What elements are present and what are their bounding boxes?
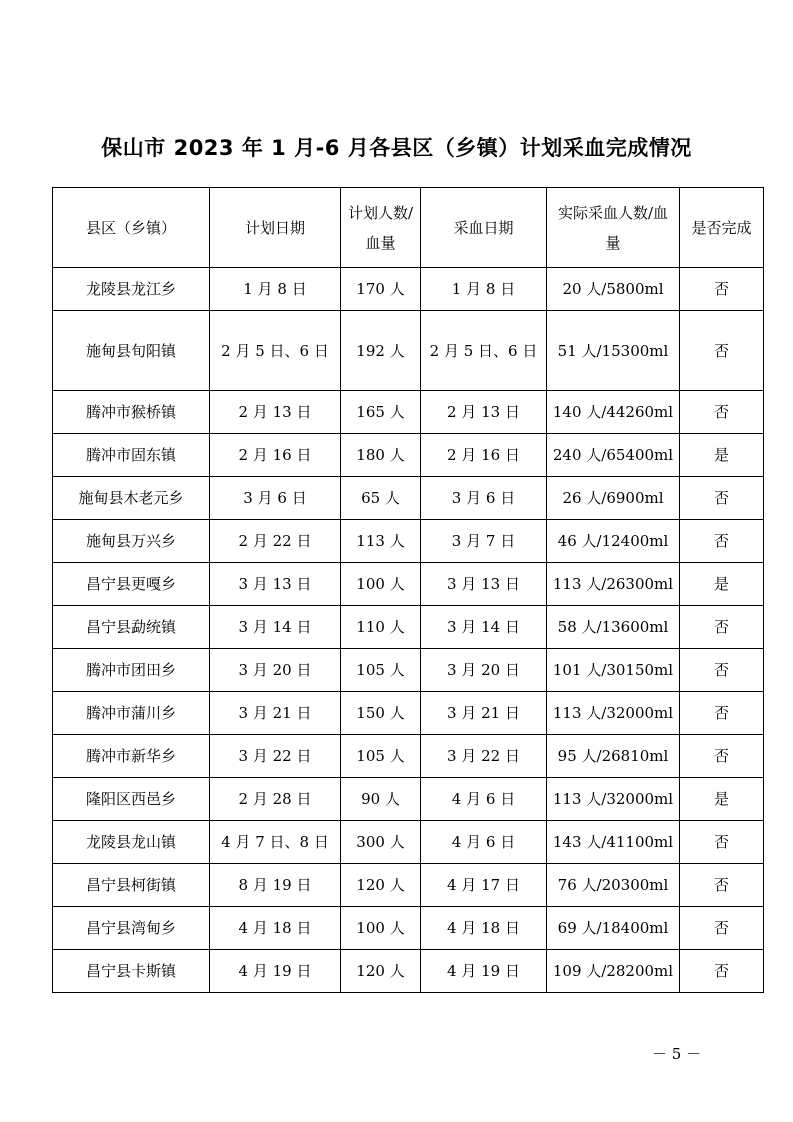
cell-collect-date: 2 月 13 日 <box>421 391 547 434</box>
cell-region: 昌宁县勐统镇 <box>53 606 210 649</box>
table-row <box>53 520 764 563</box>
cell-actual-count: 20 人/5800ml <box>547 268 680 311</box>
cell-completed: 是 <box>680 778 764 821</box>
table-row <box>53 391 764 434</box>
cell-plan-count: 192 人 <box>341 311 421 391</box>
cell-actual-count: 58 人/13600ml <box>547 606 680 649</box>
table-row <box>53 692 764 735</box>
cell-region: 昌宁县柯街镇 <box>53 864 210 907</box>
cell-plan-date: 4 月 18 日 <box>210 907 341 950</box>
cell-completed: 否 <box>680 649 764 692</box>
table-row <box>53 606 764 649</box>
cell-plan-date: 2 月 28 日 <box>210 778 341 821</box>
cell-plan-count: 150 人 <box>341 692 421 735</box>
cell-completed: 否 <box>680 907 764 950</box>
cell-plan-count: 90 人 <box>341 778 421 821</box>
cell-plan-date: 3 月 13 日 <box>210 563 341 606</box>
cell-plan-count: 165 人 <box>341 391 421 434</box>
table-row <box>53 778 764 821</box>
cell-collect-date: 3 月 14 日 <box>421 606 547 649</box>
header-completed: 是否完成 <box>680 188 764 268</box>
cell-completed: 否 <box>680 268 764 311</box>
cell-collect-date: 4 月 6 日 <box>421 778 547 821</box>
cell-completed: 否 <box>680 821 764 864</box>
cell-region: 腾冲市新华乡 <box>53 735 210 778</box>
cell-plan-count: 105 人 <box>341 649 421 692</box>
page-number: － 5 － <box>652 1045 702 1063</box>
cell-plan-date: 1 月 8 日 <box>210 268 341 311</box>
cell-region: 龙陵县龙江乡 <box>53 268 210 311</box>
cell-actual-count: 76 人/20300ml <box>547 864 680 907</box>
cell-actual-count: 26 人/6900ml <box>547 477 680 520</box>
cell-actual-count: 140 人/44260ml <box>547 391 680 434</box>
cell-plan-count: 110 人 <box>341 606 421 649</box>
cell-actual-count: 109 人/28200ml <box>547 950 680 993</box>
cell-completed: 否 <box>680 311 764 391</box>
cell-completed: 否 <box>680 606 764 649</box>
cell-collect-date: 4 月 18 日 <box>421 907 547 950</box>
cell-region: 昌宁县更嘎乡 <box>53 563 210 606</box>
document-title: 保山市 2023 年 1 月-6 月各县区（乡镇）计划采血完成情况 <box>101 136 692 160</box>
cell-plan-count: 300 人 <box>341 821 421 864</box>
header-region: 县区（乡镇） <box>53 188 210 268</box>
cell-actual-count: 51 人/15300ml <box>547 311 680 391</box>
cell-collect-date: 2 月 16 日 <box>421 434 547 477</box>
cell-plan-count: 100 人 <box>341 907 421 950</box>
cell-completed: 否 <box>680 950 764 993</box>
cell-collect-date: 3 月 20 日 <box>421 649 547 692</box>
header-plan-date: 计划日期 <box>210 188 341 268</box>
cell-plan-count: 113 人 <box>341 520 421 563</box>
cell-region: 龙陵县龙山镇 <box>53 821 210 864</box>
cell-actual-count: 113 人/32000ml <box>547 778 680 821</box>
table-row <box>53 268 764 311</box>
cell-plan-date: 2 月 22 日 <box>210 520 341 563</box>
table-row <box>53 864 764 907</box>
cell-actual-count: 95 人/26810ml <box>547 735 680 778</box>
cell-completed: 否 <box>680 735 764 778</box>
cell-collect-date: 2 月 5 日、6 日 <box>421 311 547 391</box>
cell-collect-date: 4 月 17 日 <box>421 864 547 907</box>
cell-plan-date: 4 月 7 日、8 日 <box>210 821 341 864</box>
cell-region: 施甸县万兴乡 <box>53 520 210 563</box>
cell-region: 腾冲市团田乡 <box>53 649 210 692</box>
cell-collect-date: 3 月 6 日 <box>421 477 547 520</box>
cell-plan-date: 3 月 14 日 <box>210 606 341 649</box>
table-row <box>53 311 764 391</box>
cell-completed: 是 <box>680 434 764 477</box>
cell-completed: 否 <box>680 692 764 735</box>
cell-region: 隆阳区西邑乡 <box>53 778 210 821</box>
cell-collect-date: 3 月 21 日 <box>421 692 547 735</box>
header-plan-count: 计划人数/血量 <box>341 188 421 268</box>
cell-plan-date: 3 月 20 日 <box>210 649 341 692</box>
cell-actual-count: 69 人/18400ml <box>547 907 680 950</box>
cell-plan-date: 2 月 16 日 <box>210 434 341 477</box>
cell-region: 施甸县木老元乡 <box>53 477 210 520</box>
blood-collection-table <box>52 187 764 993</box>
cell-plan-count: 65 人 <box>341 477 421 520</box>
cell-plan-date: 3 月 22 日 <box>210 735 341 778</box>
cell-plan-date: 2 月 5 日、6 日 <box>210 311 341 391</box>
table-row <box>53 563 764 606</box>
cell-plan-count: 105 人 <box>341 735 421 778</box>
cell-region: 腾冲市猴桥镇 <box>53 391 210 434</box>
table-row <box>53 649 764 692</box>
cell-region: 昌宁县卡斯镇 <box>53 950 210 993</box>
cell-plan-count: 180 人 <box>341 434 421 477</box>
header-collect-date: 采血日期 <box>421 188 547 268</box>
cell-completed: 否 <box>680 391 764 434</box>
cell-plan-count: 170 人 <box>341 268 421 311</box>
cell-actual-count: 46 人/12400ml <box>547 520 680 563</box>
cell-actual-count: 143 人/41100ml <box>547 821 680 864</box>
cell-plan-date: 3 月 6 日 <box>210 477 341 520</box>
cell-actual-count: 101 人/30150ml <box>547 649 680 692</box>
header-actual-count: 实际采血人数/血量 <box>547 188 680 268</box>
cell-collect-date: 4 月 6 日 <box>421 821 547 864</box>
cell-plan-count: 120 人 <box>341 950 421 993</box>
cell-plan-date: 4 月 19 日 <box>210 950 341 993</box>
table-row <box>53 477 764 520</box>
cell-collect-date: 4 月 19 日 <box>421 950 547 993</box>
cell-completed: 否 <box>680 520 764 563</box>
cell-plan-date: 2 月 13 日 <box>210 391 341 434</box>
cell-actual-count: 113 人/32000ml <box>547 692 680 735</box>
cell-collect-date: 3 月 13 日 <box>421 563 547 606</box>
cell-plan-count: 120 人 <box>341 864 421 907</box>
cell-actual-count: 240 人/65400ml <box>547 434 680 477</box>
table-row <box>53 950 764 993</box>
cell-completed: 是 <box>680 563 764 606</box>
cell-region: 腾冲市蒲川乡 <box>53 692 210 735</box>
table-header-row <box>53 188 764 268</box>
cell-completed: 否 <box>680 477 764 520</box>
cell-collect-date: 3 月 7 日 <box>421 520 547 563</box>
table-row <box>53 907 764 950</box>
table-row <box>53 434 764 477</box>
cell-plan-date: 8 月 19 日 <box>210 864 341 907</box>
cell-region: 腾冲市固东镇 <box>53 434 210 477</box>
table-row <box>53 821 764 864</box>
cell-region: 施甸县旬阳镇 <box>53 311 210 391</box>
table-row <box>53 735 764 778</box>
cell-collect-date: 1 月 8 日 <box>421 268 547 311</box>
cell-actual-count: 113 人/26300ml <box>547 563 680 606</box>
cell-region: 昌宁县湾甸乡 <box>53 907 210 950</box>
cell-collect-date: 3 月 22 日 <box>421 735 547 778</box>
cell-plan-date: 3 月 21 日 <box>210 692 341 735</box>
cell-plan-count: 100 人 <box>341 563 421 606</box>
cell-completed: 否 <box>680 864 764 907</box>
